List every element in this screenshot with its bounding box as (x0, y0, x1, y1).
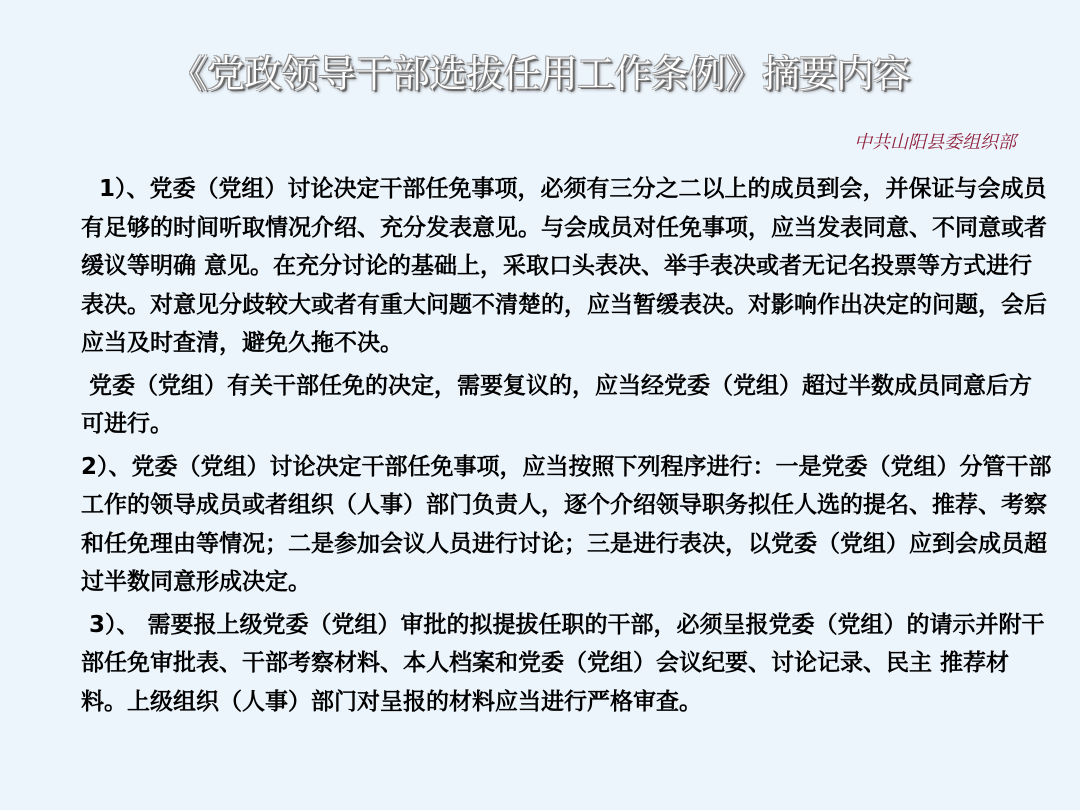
paragraph-2: 党委（党组）有关干部任免的决定，需要复议的，应当经党委（党组）超过半数成员同意后方可进行。 (81, 372, 1032, 437)
organization-label: 中共山阳县委组织部 (854, 132, 1016, 153)
slide-body (81, 170, 1053, 723)
paragraph-4: 3）、 需要报上级党委（党组）审批的拟提拔任职的干部，必须呈报党委（党组）的请示并附干部任免审批表、干部考察材料、本人档案和党委（党组）会议纪要、讨论记录、民主 推荐材料。上级组织（人事）部门对呈报的材料应当进行严格审查。 (81, 611, 1045, 715)
paragraph-1: 1）、党委（党组）讨论决定干部任免事项，必须有三分之二以上的成员到会，并保证与会成员有足够的时间听取情况介绍、充分发表意见。与会成员对任免事项，应当发表同意、不同意或者缓议等明确 意见。在充分讨论的基础上，采取口头表决、举手表决或者无记名投票等方式进行表决。对意见分歧较大或者有重大问题不清楚的，应当暂缓表决。对影响作出决定的问题，会后应当及时查清，避免久拖不决。 (81, 176, 1047, 356)
paragraph-3: 2）、党委（党组）讨论决定干部任免事项，应当按照下列程序进行：一是党委（党组）分管干部工作的领导成员或者组织（人事）部门负责人，逐个介绍领导职务拟任人选的提名、推荐、考察和任免理由等情况；二是参加会议人员进行讨论；三是进行表决，以党委（党组）应到会成员超过半数同意形成决定。 (81, 453, 1052, 595)
slide-title: 《党政领导干部选拔任用工作条例》摘要内容 (169, 52, 910, 96)
